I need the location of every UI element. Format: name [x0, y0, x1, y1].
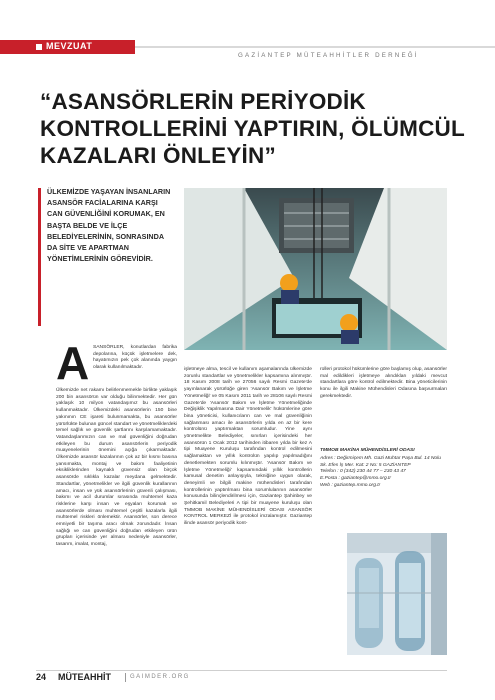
section-square-icon [36, 44, 42, 50]
body-column-1: Ülkemizde net rakamı belirlenmemekle birlikte yaklaşık 200 bin asansörün var olduğu bilinmektedir. Her gün yaklaşık 10 milyon vatandaşımız bu asansörleri kullanmaktadır. Ülkemizdeki asansörlerin 150 bine yakınının CE işareti bulunmamakta, bu asansörler yürürlükte bulunan güncel standart ve yönetmeliklerdeki temel sağlık ve güvenlik şartlarını karşılamamaktadır. Vatandaşlarımızın can ve mal güvenliğini doğrudan etkileyen bu durum asansörlerin periyodik muayenelerinin önemini açığa çıkarmaktadır. Ülkemizde asansör kazalarının çok az bir kısmı basına yansımakta, montaj ve bakım faaliyetinin eksikliklerinden kaynaklı güvensiz olan birçok asansörde sıklıkla kazalar meydana gelmektedir. Standartlar, yönetmelikler ve ilgili güvenlik kurallarının amacı, insan ve yük asansörlerinin güvenli çalışması, bakımı ve acil durumlar sırasında muhtemel kaza risklerine karşı insan ve eşyaları korumak ve asansörlerde olması muhtemel çeşitli kazalarla ilgili muhtemel riskleri önlemektir. Asansörler, son derece emniyetli bir taşıma aracı olmak zorundadır. İnsan sağlığı ve can güvenliğini doğrudan etkileyen ürün grupları içerisinde yer alması nedeniyle asansörler, tasarım, imalat, montaj, [56, 388, 177, 548]
contact-web: Web : gaziantep.mmo.org.tr [320, 482, 381, 488]
footer-url: GAIMDER.ORG [130, 674, 190, 680]
article-title: “ASANSÖRLERİN PERİYODİK KONTROLLERİNİ YAPTIRIN, ÖLÜMCÜL KAZALARI ÖNLEYİN” [40, 89, 465, 168]
body-column-1-top: SANSÖRLER, konutlardan fabrika depolarına, küçük işletmelere dek, hayatımızın pek çok alanında yaygın olarak kullanılmaktadır. [93, 345, 177, 371]
header-rule [135, 46, 495, 48]
contact-email: E.Posta : gaziantep@mmo.org.tr [320, 476, 392, 482]
article-lead: ÜLKEMİZDE YAŞAYAN İNSANLARIN ASANSÖR FACİALARINA KARŞI CAN GÜVENLİĞİNİ KORUMAK, EN BAŞTA BELDE VE İLÇE BELEDİYELERİNİN, SONRASINDA DA SİTE VE APARTMAN YÖNETİMLERİNİN GÖREVİDİR. [47, 187, 171, 264]
footer-rule [36, 670, 447, 671]
body-column-3: rolleri protokol hükümlerine göre başlamış olup, asansörler mal edildikleri işletmeye alındıkları yıldaki mevcut standartlara göre kontrol edilmektedir. Bina yöneticilerinin konu ile ilgili Makine Mühendisleri Odasına başvurmaları gerekmektedir. [320, 367, 447, 399]
glass-elevator-photo [347, 533, 447, 655]
contact-block [320, 448, 447, 490]
contact-org: TMMOB MAKİNA MÜHENDİSLERİ ODASI [320, 448, 415, 453]
footer-separator [125, 673, 126, 682]
contact-address: Adres : Değirmiçem Mh. Gazi Muhtar Paşa Bul. 14 Nolu Sk. Efes İş Mer. Kat: 2 No: 5 GAZİANTEP [320, 455, 441, 468]
association-name: GAZİANTEP MÜTEAHHİTLER DERNEĞİ [238, 52, 419, 59]
drop-cap: A [56, 337, 90, 389]
section-label: MEVZUAT [46, 41, 93, 51]
lead-accent-bar [38, 188, 41, 326]
magazine-name: MÜTEAHHİT [58, 672, 111, 682]
contact-phone: Telefon : 0 (342) 230 44 77 – 230 43 47 [320, 469, 406, 475]
body-column-2: işletmeye alma, tescil ve kullanım aşamalarında ülkemizde zorunlu standartlar ve yönetmelikler kapsamına alınmıştır. 18 Kasım 2008 tarih ve 27056 sayılı Resmi Gazete'de yayınlanarak yürürlüğe giren 'Asansör Bakım ve İşletme Yönetmeliği' ve 05 Kasım 2011 tarih ve 28106 sayılı Resmi Gazete'de 'Asansör Bakım ve İşletme Yönetmeliğinde Değişiklik Yapılmasına Dair Yönetmelik' hükümlerine göre bina yöneticisi, kullanıcıların can ve mal güvenliğinin sağlanması amacı ile asansörlerin yılda en az bir kere kontrolünü yaptırmaktan sorumludur. Yine aynı yönetmelikte Belediyeler, sınırları içerisindeki her asansörün 1 Ocak 2012 tarihinden itibaren yılda bir kez A tipi Muayene Kuruluşu tarafından kontrol edilmesini sağlamaktan ve yıllık kontrolün yapılıp yapılmadığını denetlemekten sorumlu kılınmıştır. 'Asansör Bakım ve İşletme Yönetmeliği' kapsamındaki yıllık kontrollerin kamusal denetim anlayışıyla, tekniğine uygun olarak, deneyimli ve bilgili makine mühendisleri tarafından kontrollerinin yaptırılması bina sorumlularının asansörler konusunda bilinçlendirilmesi için, Gaziantep Şahinbey ve Şehitkamil Belediyeleri A tipi bir muayene kuruluşu olan TMMOB MAKİNE MÜHENDİSLERİ ODASI ASANSÖR KONTROL MERKEZİ ile protokol imzalamıştır. Gaziantep ilinde asansör periyodik kont- [184, 367, 312, 527]
elevator-shaft-photo [184, 188, 447, 350]
page-number: 24 [36, 672, 47, 682]
